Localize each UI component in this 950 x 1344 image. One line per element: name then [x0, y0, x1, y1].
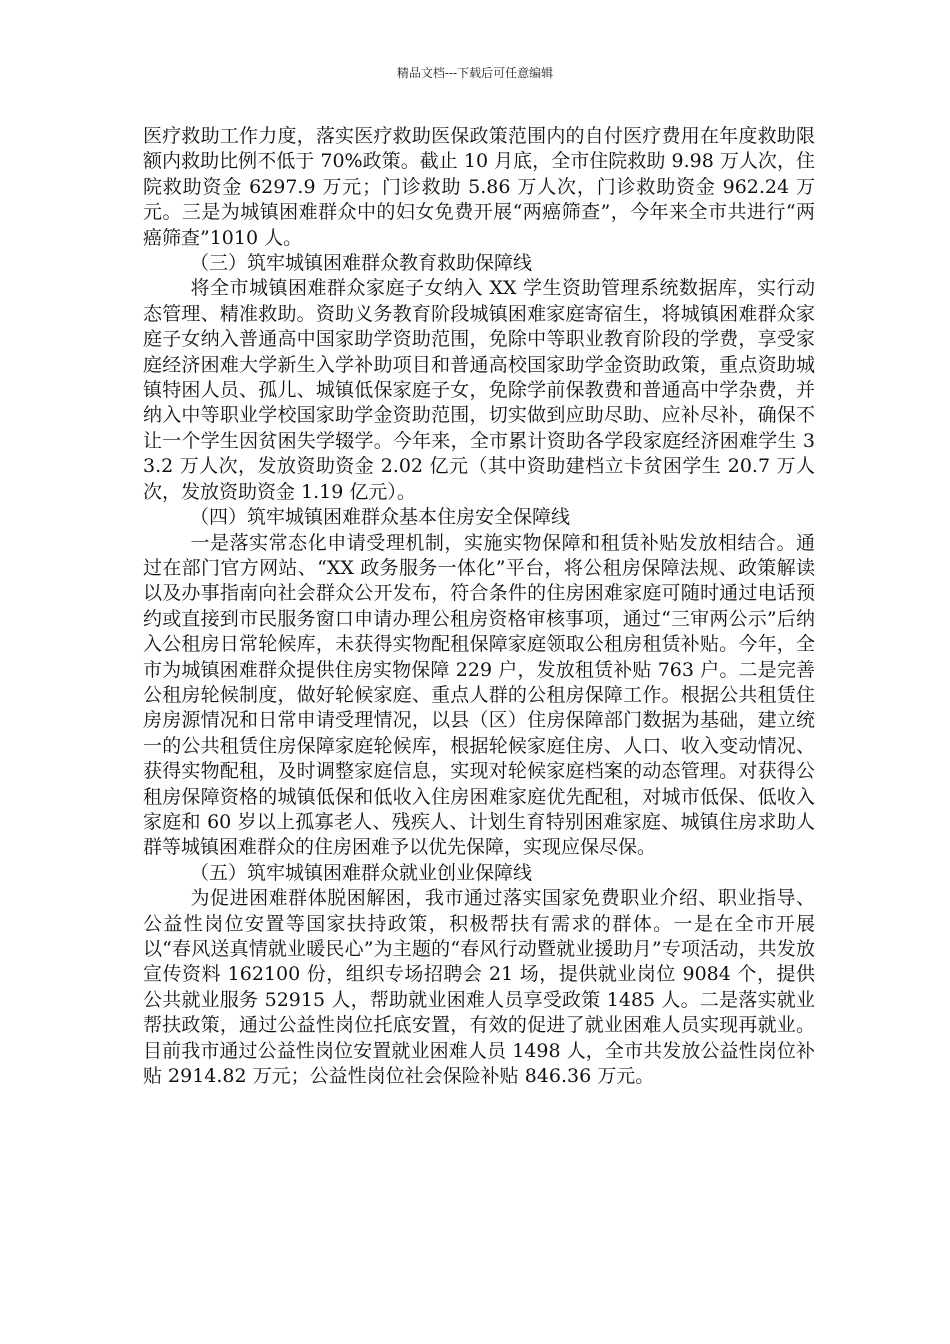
heading-education-aid: （三）筑牢城镇困难群众教育救助保障线: [190, 252, 533, 275]
paragraph-employment: 为促进困难群体脱困解困，我市通过落实国家免费职业介绍、职业指导、公益性岗位安置等国家扶持政策，积极帮扶有需求的群体。一是在全市开展以“春风送真情就业暖民心”为主题的“春风行动暨就业援助月”专项活动，共发放宣传资料 162100 份，组织专场招聘会 21 场，提供就业岗位 9084 个，提供公共就业服务 52915 人，帮助就业困难人员享受政策 1485 人。二是落实就业帮扶政策，通过公益性岗位托底安置，有效的促进了就业困难人员实现再就业。目前我市通过公益性岗位安置就业困难人员 1498 人，全市共发放公益性岗位补贴 2914.82 万元；公益性岗位社会保险补贴 846.36 万元。: [143, 887, 815, 1088]
page-header: 精品文档---下载后可任意编辑: [396, 66, 554, 80]
document-body: [143, 124, 815, 1089]
heading-housing-security: （四）筑牢城镇困难群众基本住房安全保障线: [190, 506, 571, 529]
paragraph-housing-security: 一是落实常态化申请受理机制，实施实物保障和租赁补贴发放相结合。通过在部门官方网站、“XX 政务服务一体化”平台，将公租房保障法规、政策解读以及办事指南向社会群众公开发布，符合条件的住房困难家庭可随时通过电话预约或直接到市民服务窗口申请办理公租房资格审核事项，通过“三审两公示”后纳入公租房日常轮候库，未获得实物配租保障家庭领取公租房租赁补贴。今年，全市为城镇困难群众提供住房实物保障 229 户，发放租赁补贴 763 户。二是完善公租房轮候制度，做好轮候家庭、重点人群的公租房保障工作。根据公共租赁住房房源情况和日常申请受理情况，以县（区）住房保障部门数据为基础，建立统一的公共租赁住房保障家庭轮候库，根据轮候家庭住房、人口、收入变动情况、获得实物配租，及时调整家庭信息，实现对轮候家庭档案的动态管理。对获得公租房保障资格的城镇低保和低收入住房困难家庭优先配租，对城市低保、低收入家庭和 60 岁以上孤寡老人、残疾人、计划生育特别困难家庭、城镇住房求助人群等城镇困难群众的住房困难予以优先保障，实现应保尽保。: [143, 531, 815, 859]
paragraph-medical-aid: 医疗救助工作力度，落实医疗救助医保政策范围内的自付医疗费用在年度救助限额内救助比例不低于 70%政策。截止 10 月底，全市住院救助 9.98 万人次，住院救助资金 6297.9 万元；门诊救助 5.86 万人次，门诊救助资金 962.24 万元。三是为城镇困难群众中的妇女免费开展“两癌筛查”，今年来全市共进行“两癌筛查”1010 人。: [143, 125, 815, 249]
heading-employment: （五）筑牢城镇困难群众就业创业保障线: [190, 861, 533, 884]
paragraph-education-aid: 将全市城镇困难群众家庭子女纳入 XX 学生资助管理系统数据库，实行动态管理、精准救助。资助义务教育阶段城镇困难家庭寄宿生，将城镇困难群众家庭子女纳入普通高中国家助学资助范围，免除中等职业教育阶段的学费，享受家庭经济困难大学新生入学补助项目和普通高校国家助学金资助政策，重点资助城镇特困人员、孤儿、城镇低保家庭子女，免除学前保教费和普通高中学杂费，并纳入中等职业学校国家助学金资助范围，切实做到应助尽助、应补尽补，确保不让一个学生因贫困失学辍学。今年来，全市累计资助各学段家庭经济困难学生 33.2 万人次，发放资助资金 2.02 亿元（其中资助建档立卡贫困学生 20.7 万人次，发放资助资金 1.19 亿元）。: [143, 277, 815, 503]
